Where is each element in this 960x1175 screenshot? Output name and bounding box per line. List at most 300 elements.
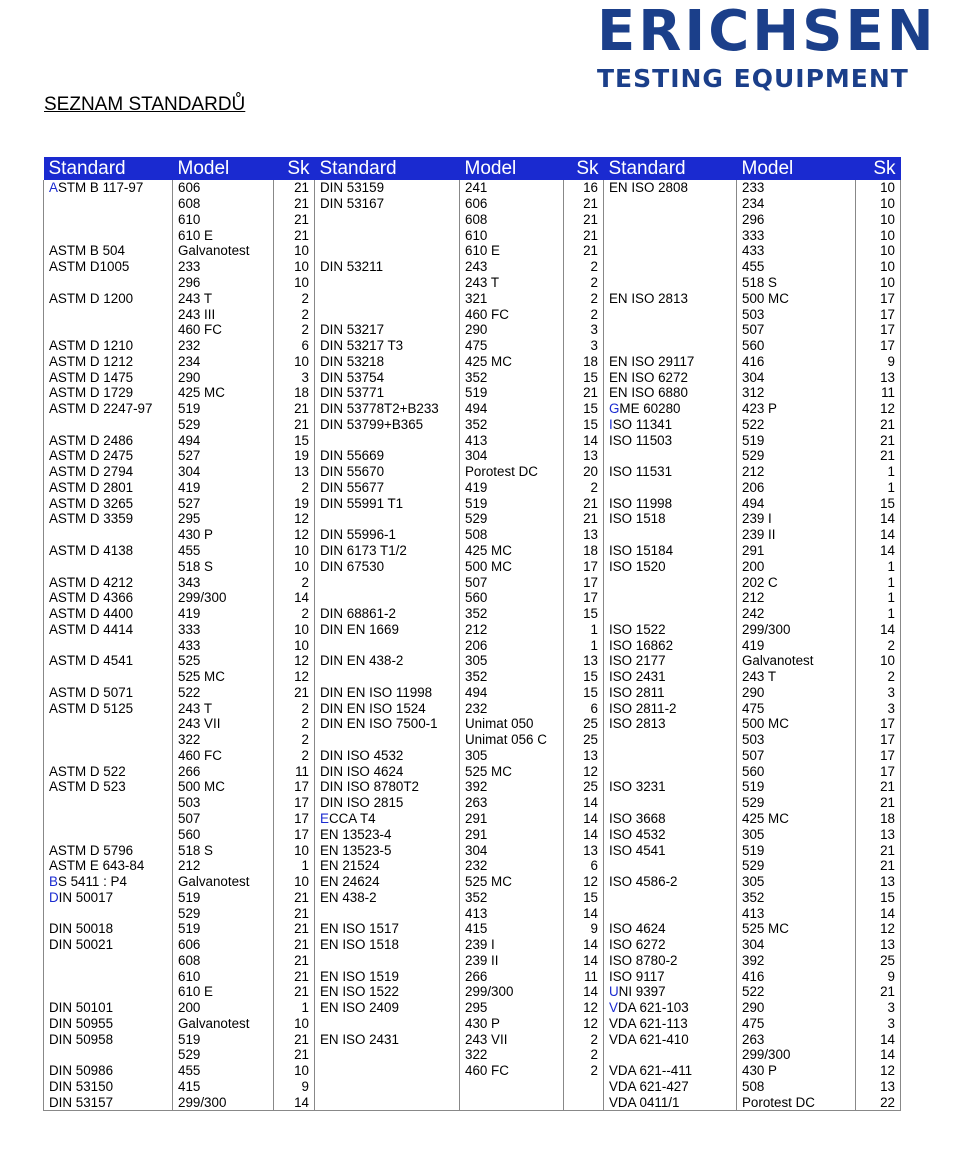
cell-standard [315, 1047, 460, 1063]
cell-standard: ASTM B 504 [44, 243, 173, 259]
cell-standard [44, 811, 173, 827]
cell-standard: ISO 4541 [604, 842, 737, 858]
cell-standard: ISO 16862 [604, 637, 737, 653]
cell-model: 508 [737, 1079, 856, 1095]
cell-standard: ASTM D 2801 [44, 480, 173, 496]
cell-standard [44, 227, 173, 243]
cell-sk: 12 [856, 921, 901, 937]
cell-standard [604, 306, 737, 322]
cell-model: 239 I [737, 511, 856, 527]
cell-model: 296 [173, 275, 274, 291]
cell-standard: EN 24624 [315, 874, 460, 890]
cell-sk: 13 [856, 369, 901, 385]
cell-standard [44, 748, 173, 764]
table-row [44, 401, 901, 417]
cell-sk: 3 [274, 369, 315, 385]
table-row [44, 527, 901, 543]
cell-standard: ISO 9117 [604, 968, 737, 984]
cell-model: 430 P [737, 1063, 856, 1079]
cell-standard: ASTM D 2247-97 [44, 401, 173, 417]
cell-sk: 2 [274, 606, 315, 622]
cell-model: 291 [460, 811, 564, 827]
cell-standard [44, 196, 173, 212]
cell-sk: 1 [856, 574, 901, 590]
cell-sk: 2 [564, 306, 604, 322]
cell-sk: 17 [564, 590, 604, 606]
cell-standard: EN ISO 2813 [604, 290, 737, 306]
cell-standard [315, 574, 460, 590]
table-row [44, 369, 901, 385]
table-row [44, 700, 901, 716]
table-row [44, 464, 901, 480]
cell-standard: ASTM D 5796 [44, 842, 173, 858]
table-row [44, 637, 901, 653]
table-row [44, 621, 901, 637]
cell-sk: 3 [856, 700, 901, 716]
cell-model: 519 [460, 385, 564, 401]
cell-model: 233 [173, 259, 274, 275]
cell-text-rest: IN 50017 [58, 889, 114, 905]
cell-sk: 12 [274, 653, 315, 669]
cell-standard: ISO 2811 [604, 685, 737, 701]
cell-standard [604, 212, 737, 228]
table-row [44, 905, 901, 921]
cell-model: 425 MC [737, 811, 856, 827]
cell-model: 263 [460, 795, 564, 811]
cell-standard [604, 748, 737, 764]
cell-sk: 10 [274, 353, 315, 369]
cell-sk: 15 [564, 889, 604, 905]
cell-standard [604, 1000, 737, 1016]
cell-model: 239 I [460, 937, 564, 953]
cell-model: 494 [737, 495, 856, 511]
cell-model: 290 [737, 685, 856, 701]
cell-standard: DIN ISO 2815 [315, 795, 460, 811]
cell-sk: 21 [274, 685, 315, 701]
cell-model: 519 [173, 401, 274, 417]
table-row [44, 1031, 901, 1047]
cell-model: 304 [737, 937, 856, 953]
cell-model: 460 FC [173, 322, 274, 338]
cell-sk: 9 [856, 353, 901, 369]
column-header-model: Model [460, 157, 564, 180]
cell-standard: DIN 53217 T3 [315, 338, 460, 354]
cell-sk: 21 [856, 984, 901, 1000]
cell-standard: ISO 1520 [604, 558, 737, 574]
cell-model: 299/300 [173, 1094, 274, 1110]
cell-model: 290 [460, 322, 564, 338]
cell-sk: 14 [564, 953, 604, 969]
table-row [44, 1016, 901, 1032]
cell-model: 494 [173, 432, 274, 448]
column-header-sk: Sk [856, 157, 901, 180]
cell-sk: 2 [274, 574, 315, 590]
table-row [44, 685, 901, 701]
cell-standard: DIN 55996-1 [315, 527, 460, 543]
cell-standard: DIN 53799+B365 [315, 416, 460, 432]
cell-sk: 1 [856, 606, 901, 622]
cell-standard [604, 196, 737, 212]
cell-sk: 2 [274, 290, 315, 306]
cell-standard: DIN EN ISO 1524 [315, 700, 460, 716]
cell-model: 392 [737, 953, 856, 969]
erichsen-logo [597, 0, 957, 96]
cell-model: 430 P [173, 527, 274, 543]
table-header-row [44, 157, 901, 180]
cell-sk: 10 [274, 842, 315, 858]
cell-model: 266 [173, 763, 274, 779]
cell-model: 233 [737, 180, 856, 196]
cell-model: 560 [737, 763, 856, 779]
cell-model: 243 T [460, 275, 564, 291]
cell-sk: 10 [274, 637, 315, 653]
cell-standard: VDA 621-113 [604, 1016, 737, 1032]
cell-model: 430 P [460, 1016, 564, 1032]
cell-model: Galvanotest [173, 874, 274, 890]
cell-model: 295 [460, 1000, 564, 1016]
cell-sk: 21 [856, 795, 901, 811]
cell-standard [315, 511, 460, 527]
cell-standard: ASTM D 1210 [44, 338, 173, 354]
cell-standard: ISO 11503 [604, 432, 737, 448]
table-row [44, 826, 901, 842]
table-row [44, 243, 901, 259]
cell-standard: DIN 50958 [44, 1031, 173, 1047]
cell-model: 200 [737, 558, 856, 574]
cell-sk: 14 [856, 527, 901, 543]
table-row [44, 558, 901, 574]
cell-standard [44, 826, 173, 842]
column-header-model: Model [173, 157, 274, 180]
cell-sk: 14 [564, 432, 604, 448]
cell-sk: 14 [564, 826, 604, 842]
cell-standard: DIN 50021 [44, 937, 173, 953]
cell-model: 415 [173, 1079, 274, 1095]
cell-model: 494 [460, 401, 564, 417]
cell-standard [604, 858, 737, 874]
cell-sk: 2 [564, 259, 604, 275]
cell-model: 527 [173, 495, 274, 511]
cell-sk: 1 [274, 1000, 315, 1016]
cell-standard: EN ISO 6272 [604, 369, 737, 385]
cell-standard: ASTM D 4414 [44, 621, 173, 637]
cell-model: 232 [460, 858, 564, 874]
cell-standard: EN ISO 6880 [604, 385, 737, 401]
cell-sk: 2 [274, 306, 315, 322]
cell-sk: 2 [564, 275, 604, 291]
cell-model: 500 MC [460, 558, 564, 574]
table-row [44, 858, 901, 874]
cell-standard: EN ISO 1517 [315, 921, 460, 937]
cell-standard: ISO 15184 [604, 543, 737, 559]
cell-model: 518 S [173, 558, 274, 574]
cell-standard: DIN 53159 [315, 180, 460, 196]
cell-standard [44, 637, 173, 653]
cell-standard: DIN ISO 8780T2 [315, 779, 460, 795]
table-row [44, 259, 901, 275]
table-row [44, 795, 901, 811]
cell-standard: ISO 4586-2 [604, 874, 737, 890]
cell-standard [315, 1016, 460, 1032]
cell-model: 425 MC [460, 353, 564, 369]
cell-model: 234 [737, 196, 856, 212]
cell-model: 525 MC [460, 874, 564, 890]
cell-sk: 14 [856, 1047, 901, 1063]
cell-sk: 12 [564, 874, 604, 890]
cell-sk: 2 [564, 480, 604, 496]
cell-model: Galvanotest [173, 1016, 274, 1032]
cell-standard: VDA 621-427 [604, 1079, 737, 1095]
cell-model: 519 [737, 779, 856, 795]
cell-standard [44, 984, 173, 1000]
cell-sk: 14 [564, 795, 604, 811]
cell-standard: ASTM D 2794 [44, 464, 173, 480]
cell-model: 529 [737, 858, 856, 874]
cell-standard [44, 275, 173, 291]
cell-sk: 21 [564, 212, 604, 228]
cell-standard: ISO 2177 [604, 653, 737, 669]
cell-model: 419 [460, 480, 564, 496]
cell-sk: 17 [274, 779, 315, 795]
cell-sk: 14 [564, 811, 604, 827]
cell-sk: 17 [856, 763, 901, 779]
cell-sk: 13 [856, 1079, 901, 1095]
cell-standard: ASTM D 1475 [44, 369, 173, 385]
logo-brand: ERICHSEN [597, 0, 937, 64]
cell-sk: 18 [274, 385, 315, 401]
cell-model: 352 [737, 889, 856, 905]
cell-standard: ISO 1518 [604, 511, 737, 527]
cell-standard [604, 763, 737, 779]
cell-standard [604, 984, 737, 1000]
cell-model: 433 [173, 637, 274, 653]
table-row [44, 180, 901, 196]
cell-sk: 17 [856, 748, 901, 764]
cell-sk: 13 [856, 874, 901, 890]
cell-sk: 1 [856, 480, 901, 496]
cell-model: 392 [460, 779, 564, 795]
cell-standard: EN 438-2 [315, 889, 460, 905]
cell-sk: 13 [564, 842, 604, 858]
table-row [44, 921, 901, 937]
cell-sk: 13 [564, 527, 604, 543]
cell-standard: VDA 621--411 [604, 1063, 737, 1079]
table-row [44, 338, 901, 354]
cell-standard: DIN 55991 T1 [315, 495, 460, 511]
cell-model: 299/300 [737, 621, 856, 637]
cell-standard [315, 275, 460, 291]
cell-model: 241 [460, 180, 564, 196]
cell-sk: 18 [564, 543, 604, 559]
logo-tagline: TESTING EQUIPMENT [597, 64, 909, 93]
cell-standard: DIN 53754 [315, 369, 460, 385]
cell-standard: DIN EN ISO 11998 [315, 685, 460, 701]
table-row [44, 732, 901, 748]
cell-sk: 10 [274, 621, 315, 637]
cell-standard: DIN 53217 [315, 322, 460, 338]
cell-sk: 12 [856, 1063, 901, 1079]
cell-sk: 14 [856, 1031, 901, 1047]
cell-standard: DIN 53211 [315, 259, 460, 275]
cell-standard [604, 590, 737, 606]
cell-standard: ISO 2813 [604, 716, 737, 732]
cell-sk: 14 [564, 984, 604, 1000]
cell-sk: 14 [856, 511, 901, 527]
cell-model: 425 MC [173, 385, 274, 401]
cell-model: 352 [460, 606, 564, 622]
cell-model: 529 [737, 448, 856, 464]
cell-model: 522 [737, 984, 856, 1000]
cell-standard: ASTM D 4541 [44, 653, 173, 669]
cell-model: 522 [173, 685, 274, 701]
cell-standard [315, 1063, 460, 1079]
cell-standard [315, 227, 460, 243]
cell-sk: 13 [274, 464, 315, 480]
cell-standard: ISO 1522 [604, 621, 737, 637]
cell-model: 529 [173, 905, 274, 921]
cell-model: 296 [737, 212, 856, 228]
cell-sk: 13 [564, 653, 604, 669]
initial-letter-highlight: U [609, 984, 619, 1000]
cell-sk: 10 [856, 227, 901, 243]
cell-model: 529 [737, 795, 856, 811]
cell-standard: EN 13523-5 [315, 842, 460, 858]
cell-sk: 21 [274, 905, 315, 921]
cell-sk: 1 [856, 590, 901, 606]
cell-text-rest: DA 621-103 [617, 1000, 689, 1016]
table-row [44, 290, 901, 306]
cell-sk: 10 [274, 1063, 315, 1079]
table-row [44, 432, 901, 448]
cell-model: 522 [737, 416, 856, 432]
cell-sk: 21 [564, 196, 604, 212]
cell-sk [564, 1094, 604, 1110]
cell-sk: 1 [856, 464, 901, 480]
cell-sk: 21 [856, 842, 901, 858]
cell-sk: 2 [564, 1047, 604, 1063]
cell-sk: 22 [856, 1094, 901, 1110]
cell-model: 529 [460, 511, 564, 527]
cell-standard: DIN 53167 [315, 196, 460, 212]
cell-standard: DIN 53218 [315, 353, 460, 369]
cell-standard [604, 275, 737, 291]
cell-standard: ASTM D 2486 [44, 432, 173, 448]
table-row [44, 1047, 901, 1063]
column-header-sk: Sk [274, 157, 315, 180]
cell-standard [315, 212, 460, 228]
cell-standard: ISO 2431 [604, 669, 737, 685]
cell-sk: 17 [856, 338, 901, 354]
cell-standard [44, 905, 173, 921]
cell-standard [604, 905, 737, 921]
table-row [44, 842, 901, 858]
cell-sk: 11 [274, 763, 315, 779]
cell-sk: 18 [856, 811, 901, 827]
cell-sk: 9 [274, 1079, 315, 1095]
cell-model: 610 [173, 968, 274, 984]
cell-standard [44, 322, 173, 338]
cell-sk: 21 [564, 243, 604, 259]
cell-sk: 12 [856, 401, 901, 417]
cell-model: 500 MC [173, 779, 274, 795]
cell-standard [315, 306, 460, 322]
cell-sk: 17 [856, 322, 901, 338]
cell-sk: 6 [564, 858, 604, 874]
cell-standard: ISO 3668 [604, 811, 737, 827]
cell-standard [44, 889, 173, 905]
cell-model: 413 [460, 432, 564, 448]
table-body [44, 180, 901, 1111]
cell-model: 608 [460, 212, 564, 228]
cell-model: 494 [460, 685, 564, 701]
cell-standard [604, 1047, 737, 1063]
table-row [44, 385, 901, 401]
cell-model: 507 [737, 322, 856, 338]
cell-standard: ASTM D 3359 [44, 511, 173, 527]
cell-sk: 17 [564, 558, 604, 574]
cell-sk: 21 [564, 511, 604, 527]
cell-sk: 21 [274, 401, 315, 417]
cell-model: 266 [460, 968, 564, 984]
cell-sk: 21 [856, 779, 901, 795]
cell-model: 305 [737, 826, 856, 842]
cell-model: 243 T [173, 700, 274, 716]
cell-model: 290 [173, 369, 274, 385]
cell-model: 305 [737, 874, 856, 890]
table-row [44, 1000, 901, 1016]
cell-sk: 17 [274, 811, 315, 827]
cell-model: 519 [173, 921, 274, 937]
table-row [44, 763, 901, 779]
cell-sk: 15 [274, 432, 315, 448]
cell-model: 500 MC [737, 716, 856, 732]
cell-model: 212 [737, 590, 856, 606]
cell-model: 508 [460, 527, 564, 543]
cell-sk: 1 [856, 558, 901, 574]
cell-model [460, 1079, 564, 1095]
initial-letter-highlight: I [609, 416, 613, 432]
cell-standard: ASTM D 4212 [44, 574, 173, 590]
table-row [44, 511, 901, 527]
cell-sk: 10 [856, 243, 901, 259]
cell-model: 419 [737, 637, 856, 653]
cell-sk: 21 [274, 196, 315, 212]
cell-model: 525 MC [460, 763, 564, 779]
cell-sk: 3 [564, 338, 604, 354]
cell-sk: 21 [856, 858, 901, 874]
cell-model: 232 [460, 700, 564, 716]
cell-sk: 3 [856, 685, 901, 701]
cell-sk: 12 [564, 1016, 604, 1032]
cell-standard: DIN 67530 [315, 558, 460, 574]
cell-model: 423 P [737, 401, 856, 417]
table-row [44, 574, 901, 590]
cell-standard: ASTM D 1729 [44, 385, 173, 401]
cell-model: 529 [173, 416, 274, 432]
cell-model: 243 [460, 259, 564, 275]
cell-sk: 25 [564, 716, 604, 732]
cell-sk: 3 [564, 322, 604, 338]
table-row [44, 227, 901, 243]
cell-model: 518 S [173, 842, 274, 858]
cell-sk: 21 [274, 1047, 315, 1063]
cell-sk: 19 [274, 495, 315, 511]
cell-standard [44, 874, 173, 890]
cell-sk: 6 [274, 338, 315, 354]
table-row [44, 543, 901, 559]
cell-sk: 10 [274, 275, 315, 291]
table-row [44, 606, 901, 622]
